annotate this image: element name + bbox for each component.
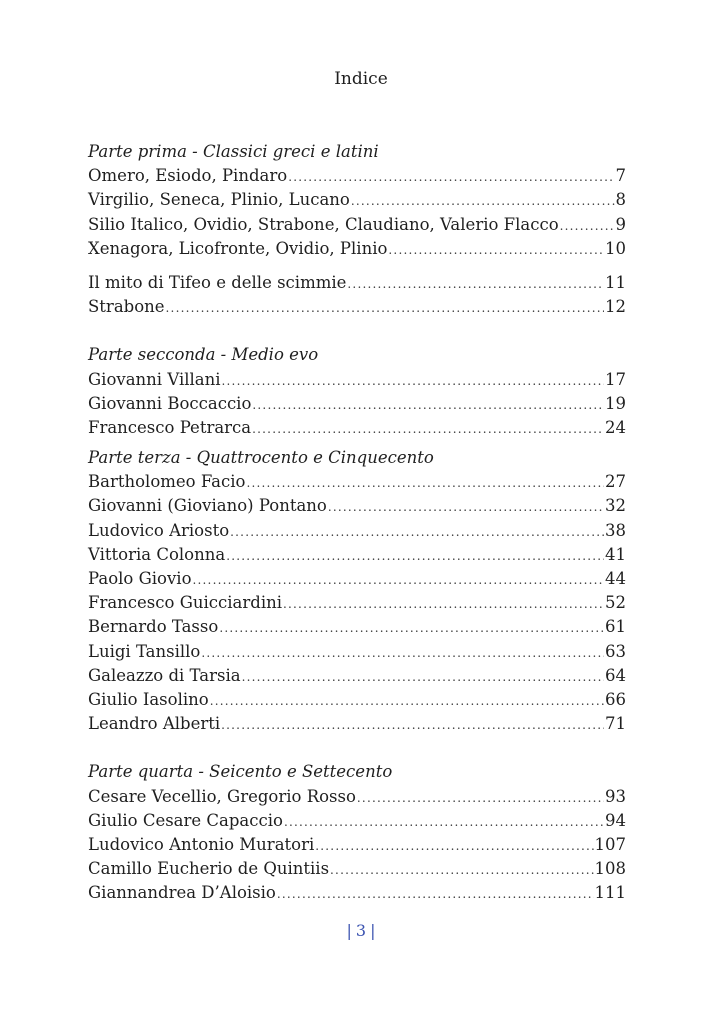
entry-page: 19 [605, 393, 626, 413]
entry-page: 111 [594, 883, 626, 903]
section-title: Parte prima - Classici greci e latini [88, 142, 379, 161]
entry-page: 71 [605, 714, 626, 734]
entry-label: Silio Italico, Ovidio, Strabone, Claudiano, Valerio Flacco [88, 214, 559, 234]
entry-page: 61 [605, 617, 626, 637]
entry-label: Giovanni (Gioviano) Pontano [88, 496, 327, 516]
dot-leader [330, 858, 593, 882]
entry-page: 9 [615, 214, 626, 234]
toc-entry[interactable] [88, 295, 626, 319]
entry-label: Strabone [88, 297, 165, 317]
dot-leader [288, 165, 614, 189]
toc-entry[interactable] [88, 213, 626, 237]
dot-leader [277, 882, 594, 906]
dot-leader [210, 689, 604, 713]
entry-label: Ludovico Antonio Muratori [88, 834, 315, 854]
entry-page: 66 [605, 689, 626, 709]
entry-label: Ludovico Ariosto [88, 520, 230, 540]
toc-entry[interactable] [88, 712, 626, 736]
entry-page: 94 [605, 810, 626, 830]
entry-page: 12 [605, 297, 626, 317]
entry-label: Giulio Iasolino [88, 689, 209, 709]
toc-entry[interactable] [88, 237, 626, 261]
entry-page: 93 [605, 786, 626, 806]
toc-entry[interactable] [88, 519, 626, 543]
toc-entry[interactable] [88, 494, 626, 518]
entry-page: 108 [594, 859, 626, 879]
entry-label: Giulio Cesare Capaccio [88, 810, 283, 830]
dot-leader [347, 272, 604, 296]
entry-page: 17 [605, 369, 626, 389]
entry-page: 32 [605, 496, 626, 516]
entry-label: Francesco Guicciardini [88, 593, 283, 613]
dot-leader [222, 369, 604, 393]
dot-leader [226, 544, 604, 568]
dot-leader [221, 713, 604, 737]
entry-page: 11 [605, 272, 626, 292]
entry-page: 44 [605, 569, 626, 588]
dot-leader [351, 189, 615, 213]
section-title: Parte quarta - Seicento e Settecento [88, 762, 393, 782]
table-of-contents [88, 140, 626, 905]
dot-leader [193, 568, 604, 592]
page-number [0, 920, 722, 942]
entry-label: Omero, Esiodo, Pindaro [88, 166, 288, 186]
section-title: Parte secconda - Medio evo [88, 345, 319, 365]
entry-label: Virgilio, Seneca, Plinio, Lucano [88, 190, 350, 210]
entry-page: 24 [605, 417, 626, 437]
toc-entry[interactable] [88, 785, 626, 809]
page-number-value: 3 [355, 921, 367, 940]
toc-entry[interactable] [88, 392, 626, 416]
entry-label: Xenagora, Licofronte, Ovidio, Plinio [88, 238, 388, 258]
dot-leader [252, 393, 604, 417]
page-title: Indice [334, 69, 388, 89]
toc-entry[interactable] [88, 857, 626, 881]
dot-leader [328, 495, 604, 519]
entry-page: 107 [594, 834, 626, 854]
divider: | [370, 921, 376, 940]
entry-label: Galeazzo di Tarsia [88, 665, 241, 685]
entry-page: 10 [605, 238, 626, 258]
entry-page: 7 [615, 166, 626, 186]
entry-label: Francesco Petrarca [88, 417, 252, 437]
toc-entry[interactable] [88, 416, 626, 440]
dot-leader [315, 834, 593, 858]
dot-leader [201, 641, 604, 665]
toc-entry[interactable] [88, 164, 626, 188]
entry-label: Leandro Alberti [88, 714, 221, 734]
toc-entry[interactable] [88, 881, 626, 905]
toc-entry[interactable] [88, 188, 626, 212]
spacer [88, 261, 626, 271]
dot-leader [219, 616, 604, 640]
toc-entry[interactable] [88, 664, 626, 688]
dot-leader [357, 786, 604, 810]
toc-entry[interactable] [88, 567, 626, 591]
entry-label: Camillo Eucherio de Quintiis [88, 859, 330, 879]
entry-label: Luigi Tansillo [88, 641, 201, 661]
dot-leader [246, 471, 604, 495]
entry-page: 27 [605, 472, 626, 492]
toc-entry[interactable] [88, 615, 626, 639]
toc-entry[interactable] [88, 833, 626, 857]
toc-entry[interactable] [88, 688, 626, 712]
entry-page: 64 [605, 665, 626, 685]
entry-label: Cesare Vecellio, Gregorio Rosso [88, 786, 356, 806]
toc-entry[interactable] [88, 368, 626, 392]
toc-entry[interactable] [88, 640, 626, 664]
entry-page: 63 [605, 641, 626, 661]
entry-label: Giannandrea D’Aloisio [88, 883, 276, 903]
entry-label: Vittoria Colonna [88, 544, 226, 564]
entry-label: Il mito di Tifeo e delle scimmie [88, 272, 347, 292]
entry-label: Bartholomeo Facio [88, 472, 246, 492]
divider: | [346, 921, 352, 940]
toc-entry[interactable] [88, 591, 626, 615]
toc-entry[interactable] [88, 543, 626, 567]
entry-page: 41 [605, 544, 626, 564]
dot-leader [283, 592, 604, 616]
dot-leader [166, 296, 604, 320]
entry-page: 52 [605, 593, 626, 613]
section-title: Parte terza - Quattrocento e Cinquecento [88, 448, 434, 468]
toc-entry[interactable] [88, 470, 626, 494]
dot-leader [560, 214, 615, 238]
toc-entry[interactable] [88, 809, 626, 833]
dot-leader [252, 417, 604, 441]
dot-leader [230, 520, 604, 544]
spacer [88, 319, 626, 343]
entry-label: Giovanni Villani [88, 369, 221, 389]
toc-entry[interactable] [88, 271, 626, 295]
entry-label: Giovanni Boccaccio [88, 393, 252, 413]
entry-page: 38 [605, 520, 626, 540]
dot-leader [388, 238, 604, 262]
dot-leader [242, 665, 604, 689]
entry-label: Paolo Giovio [88, 569, 192, 588]
entry-page: 8 [615, 190, 626, 210]
spacer [88, 736, 626, 760]
entry-label: Bernardo Tasso [88, 617, 219, 637]
dot-leader [284, 810, 604, 834]
